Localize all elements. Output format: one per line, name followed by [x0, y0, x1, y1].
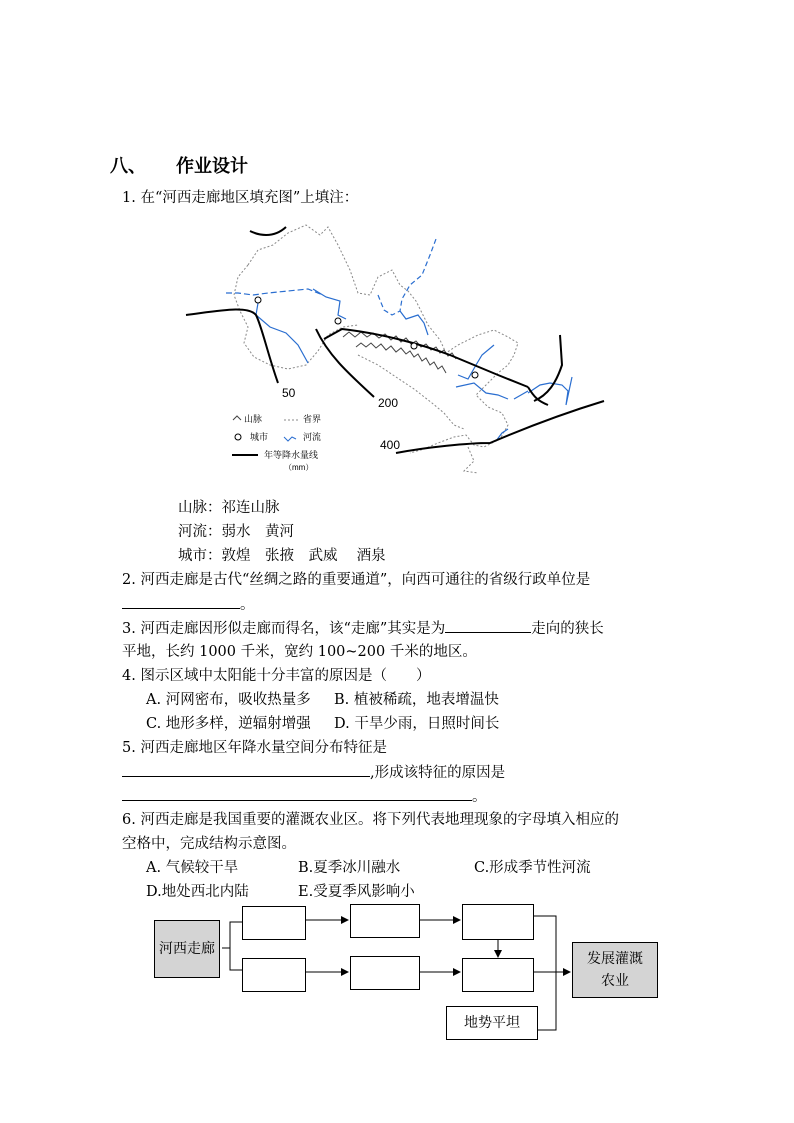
q1-text: 1. 在“河西走廊地区填充图”上填注： [122, 190, 359, 206]
q6-option-e: E.受夏季风影响小 [298, 884, 415, 900]
province-border [358, 355, 464, 429]
q6-line1: 6. 河西走廊是我国重要的灌溉农业区。将下列代表地理现象的字母填入相应的 [122, 812, 619, 828]
city-marker [255, 297, 261, 303]
q1-item-mountain: 山脉：祁连山脉 [178, 500, 280, 516]
legend-mountain-label: 山脉 [244, 414, 263, 424]
diagram-blank-1[interactable] [242, 906, 306, 940]
legend-river-icon [284, 437, 296, 441]
q4-option-c[interactable]: C. 地形多样，逆辐射增强 [146, 716, 311, 732]
q2-end: 。 [240, 597, 255, 613]
q2-blank[interactable] [122, 594, 240, 609]
connector [230, 948, 242, 970]
diagram-blank-5[interactable] [462, 904, 534, 940]
legend-isohyet-unit: （mm） [284, 463, 314, 472]
q3-line1 [122, 618, 604, 639]
province-border [464, 447, 478, 473]
q2-answer-line [122, 594, 255, 615]
q6-option-b: B.夏季冰川融水 [298, 860, 401, 876]
q1-item-city: 城市：敦煌 张掖 武威 酒泉 [178, 548, 386, 564]
river [378, 239, 436, 315]
q5-line3 [122, 786, 487, 807]
q6-option-d: D.地处西北内陆 [146, 884, 249, 900]
isohyet-label-400: 400 [380, 438, 401, 452]
legend-city-label: 城市 [250, 432, 269, 442]
river [226, 289, 323, 295]
isohyet-400 [534, 335, 562, 401]
mountain-range [356, 343, 446, 373]
diagram-blank-4[interactable] [350, 956, 420, 990]
q5-mid: ,形成该特征的原因是 [370, 765, 506, 781]
isohyet-label-200: 200 [378, 396, 399, 410]
q2-line1: 2. 河西走廊是古代“丝绸之路的重要通道”，向西可通往的省级行政单位是 [122, 572, 591, 588]
q3-text-a: 3. 河西走廊因形似走廊而得名，该“走廊”其实是为 [122, 621, 446, 637]
q1-item-river: 河流：弱水 黄河 [178, 524, 294, 540]
q3-text-b: 走向的狭长 [531, 621, 604, 637]
section-title: 作业设计 [176, 156, 248, 177]
q4-option-b[interactable]: B. 植被稀疏，地表增温快 [334, 692, 499, 708]
q4-option-a[interactable]: A. 河网密布，吸收热量多 [146, 692, 311, 708]
q5-line2 [122, 762, 505, 783]
diagram-terrain-box: 地势平坦 [446, 1006, 538, 1040]
connector [222, 922, 242, 948]
q5-end: 。 [472, 789, 487, 805]
diagram-blank-3[interactable] [350, 904, 420, 938]
section-number: 八、 [110, 156, 146, 177]
province-border [248, 225, 518, 453]
isohyet-50 [250, 227, 286, 235]
diagram-blank-6[interactable] [462, 958, 534, 992]
mountain-range [343, 332, 456, 359]
q4-option-d[interactable]: D. 干旱少雨，日照时间长 [334, 716, 500, 732]
legend-border-label: 省界 [303, 414, 322, 424]
isohyet-label-50: 50 [282, 386, 296, 400]
q5-blank-1[interactable] [122, 762, 370, 777]
city-marker [472, 372, 478, 378]
city-marker [335, 318, 341, 324]
q6-line2: 空格中，完成结构示意图。 [122, 836, 296, 852]
legend-river-label: 河流 [303, 432, 322, 442]
isohyet-50 [186, 310, 278, 383]
isohyet-200 [528, 387, 548, 405]
q3-line2: 平地，长约 1000 千米，宽约 100~200 千米的地区。 [122, 644, 477, 660]
q6-option-a: A. 气候较干旱 [146, 860, 239, 876]
q5-blank-2[interactable] [122, 786, 472, 801]
q3-blank[interactable] [445, 618, 531, 633]
city-marker [411, 343, 417, 349]
river [456, 383, 508, 399]
diagram-blank-2[interactable] [242, 958, 306, 992]
legend-isohyet-label: 年等降水量线 [264, 450, 319, 460]
river [400, 311, 428, 335]
diagram-end-box: 发展灌溉农业 [572, 942, 658, 998]
river [256, 303, 308, 363]
section-heading [110, 152, 248, 178]
q6-option-c: C.形成季节性河流 [474, 860, 591, 876]
q5-line1: 5. 河西走廊地区年降水量空间分布特征是 [122, 740, 387, 756]
river [514, 391, 528, 399]
diagram-start-box: 河西走廊 [154, 920, 220, 978]
province-border [234, 265, 358, 369]
q4-stem: 4. 图示区域中太阳能十分丰富的原因是（ ） [122, 668, 431, 684]
hexi-corridor-map [178, 215, 608, 475]
legend-city-icon [235, 434, 241, 440]
legend-mountain-icon [233, 416, 241, 420]
isohyet-400 [396, 401, 604, 453]
